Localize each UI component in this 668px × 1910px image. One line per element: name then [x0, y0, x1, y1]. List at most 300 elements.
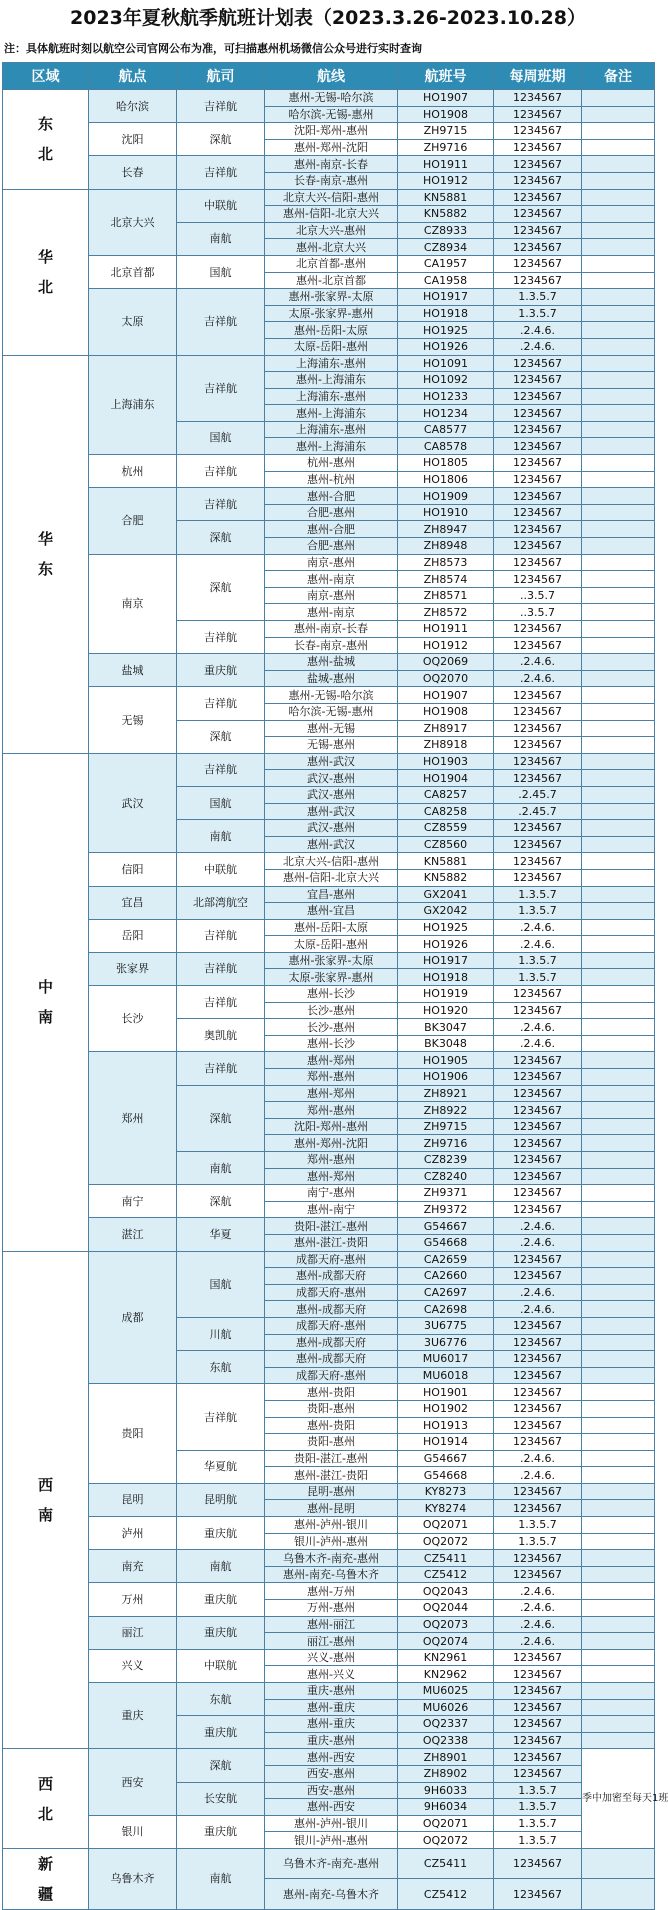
destination-cell: 岳阳: [89, 919, 177, 952]
route-cell: 北京大兴-信阳-惠州: [265, 853, 398, 870]
route-cell: 北京大兴-惠州: [265, 222, 398, 239]
flight-number-cell: HO1912: [398, 637, 494, 654]
region-cell: 西 北: [3, 1749, 89, 1849]
remark-cell: [582, 1533, 655, 1550]
remark-cell: [582, 1052, 655, 1069]
route-cell: 乌鲁木齐-南充-惠州: [265, 1848, 398, 1879]
remark-cell: [582, 123, 655, 140]
route-cell: 盐城-惠州: [265, 670, 398, 687]
remark-cell: [582, 703, 655, 720]
airline-cell: 重庆航: [177, 1583, 265, 1616]
weekly-schedule-cell: 1234567: [494, 189, 582, 206]
table-row: [3, 1251, 655, 1268]
route-cell: 昆明-惠州: [265, 1483, 398, 1500]
destination-cell: 太原: [89, 289, 177, 355]
flight-number-cell: HO1918: [398, 969, 494, 986]
weekly-schedule-cell: 1234567: [494, 820, 582, 837]
route-cell: 郑州-惠州: [265, 1069, 398, 1086]
weekly-schedule-cell: .2.4.6.: [494, 1600, 582, 1617]
weekly-schedule-cell: 1234567: [494, 1102, 582, 1119]
remark-cell: [582, 438, 655, 455]
route-cell: 贵阳-惠州: [265, 1400, 398, 1417]
airline-cell: 国航: [177, 1251, 265, 1317]
flight-number-cell: KY8274: [398, 1500, 494, 1517]
destination-cell: 银川: [89, 1815, 177, 1848]
remark-cell: [582, 1218, 655, 1235]
note-text: 注：具体航班时刻以航空公司官网公布为准，可扫描惠州机场微信公众号进行实时查询: [4, 42, 422, 55]
header-airline: 航司: [177, 63, 265, 90]
flight-number-cell: G54667: [398, 1218, 494, 1235]
remark-cell: [582, 1251, 655, 1268]
flight-number-cell: KY8273: [398, 1483, 494, 1500]
remark-cell: [582, 255, 655, 272]
flight-number-cell: CA1958: [398, 272, 494, 289]
weekly-schedule-cell: 1234567: [494, 1765, 582, 1782]
airline-cell: 国航: [177, 421, 265, 454]
airline-cell: 昆明航: [177, 1483, 265, 1516]
route-cell: 成都天府-惠州: [265, 1284, 398, 1301]
weekly-schedule-cell: .2.4.6.: [494, 1019, 582, 1036]
table-row: [3, 1218, 655, 1235]
destination-cell: 成都: [89, 1251, 177, 1384]
flight-number-cell: OQ2071: [398, 1517, 494, 1534]
route-cell: 惠州-兴义: [265, 1666, 398, 1683]
region-cell: 新 疆: [3, 1848, 89, 1909]
flight-number-cell: ZH9371: [398, 1185, 494, 1202]
destination-cell: 盐城: [89, 654, 177, 687]
flight-number-cell: HO1917: [398, 952, 494, 969]
flight-number-cell: HO1911: [398, 621, 494, 638]
flight-number-cell: GX2042: [398, 903, 494, 920]
flight-number-cell: CZ5411: [398, 1848, 494, 1879]
route-cell: 惠州-西安: [265, 1749, 398, 1766]
route-cell: 惠州-重庆: [265, 1699, 398, 1716]
airline-cell: 吉祥航: [177, 1052, 265, 1085]
airline-cell: 华夏航: [177, 1450, 265, 1483]
remark-cell: [582, 753, 655, 770]
airline-cell: 吉祥航: [177, 687, 265, 720]
weekly-schedule-cell: 1234567: [494, 1649, 582, 1666]
airline-cell: 吉祥航: [177, 621, 265, 654]
remark-cell: [582, 1035, 655, 1052]
remark-cell: [582, 820, 655, 837]
table-row: [3, 1483, 655, 1500]
remark-cell: [582, 1201, 655, 1218]
remark-cell: [582, 239, 655, 256]
airline-cell: 深航: [177, 1085, 265, 1151]
airline-cell: 吉祥航: [177, 455, 265, 488]
flight-number-cell: GX2041: [398, 886, 494, 903]
route-cell: 贵阳-湛江-惠州: [265, 1218, 398, 1235]
route-cell: 宜昌-惠州: [265, 886, 398, 903]
table-row: [3, 1550, 655, 1567]
flight-number-cell: 3U6775: [398, 1317, 494, 1334]
table-row: [3, 687, 655, 704]
flight-number-cell: G54667: [398, 1450, 494, 1467]
airline-cell: 川航: [177, 1317, 265, 1350]
route-cell: 惠州-成都天府: [265, 1301, 398, 1318]
remark-cell: [582, 338, 655, 355]
flight-number-cell: HO1919: [398, 986, 494, 1003]
weekly-schedule-cell: 1234567: [494, 1334, 582, 1351]
route-cell: 惠州-贵阳: [265, 1417, 398, 1434]
flight-number-cell: CZ5412: [398, 1879, 494, 1910]
table-row: [3, 919, 655, 936]
weekly-schedule-cell: 1234567: [494, 1268, 582, 1285]
weekly-schedule-cell: 1234567: [494, 770, 582, 787]
route-cell: 重庆-惠州: [265, 1683, 398, 1700]
route-cell: 惠州-上海浦东: [265, 438, 398, 455]
header-flight-number: 航班号: [398, 63, 494, 90]
route-cell: 惠州-万州: [265, 1583, 398, 1600]
weekly-schedule-cell: 1234567: [494, 703, 582, 720]
flight-number-cell: MU6018: [398, 1367, 494, 1384]
flight-number-cell: ZH9372: [398, 1201, 494, 1218]
flight-number-cell: HO1908: [398, 106, 494, 123]
weekly-schedule-cell: .2.4.6.: [494, 670, 582, 687]
remark-cell: [582, 1566, 655, 1583]
route-cell: 惠州-上海浦东: [265, 372, 398, 389]
remark-cell: [582, 1879, 655, 1910]
remark-cell: [582, 355, 655, 372]
flight-number-cell: HO1912: [398, 172, 494, 189]
destination-cell: 南京: [89, 554, 177, 654]
weekly-schedule-cell: 1234567: [494, 1002, 582, 1019]
region-cell: 东 北: [3, 90, 89, 190]
route-cell: 成都天府-惠州: [265, 1251, 398, 1268]
destination-cell: 上海浦东: [89, 355, 177, 455]
route-cell: 哈尔滨-无锡-惠州: [265, 106, 398, 123]
route-cell: 惠州-合肥: [265, 488, 398, 505]
flight-number-cell: HO1908: [398, 703, 494, 720]
flight-number-cell: OQ2069: [398, 654, 494, 671]
header-route: 航线: [265, 63, 398, 90]
route-cell: 惠州-泸州-银川: [265, 1517, 398, 1534]
flight-number-cell: OQ2073: [398, 1616, 494, 1633]
weekly-schedule-cell: .2.4.6.: [494, 338, 582, 355]
weekly-schedule-cell: .2.4.6.: [494, 1035, 582, 1052]
table-row: [3, 1848, 655, 1879]
destination-cell: 贵阳: [89, 1384, 177, 1484]
destination-cell: 兴义: [89, 1649, 177, 1682]
flight-number-cell: HO1917: [398, 289, 494, 306]
weekly-schedule-cell: .2.4.6.: [494, 1284, 582, 1301]
flight-number-cell: HO1925: [398, 322, 494, 339]
weekly-schedule-cell: .2.4.6.: [494, 1467, 582, 1484]
route-cell: 重庆-惠州: [265, 1732, 398, 1749]
weekly-schedule-cell: 1234567: [494, 637, 582, 654]
flight-number-cell: OQ2072: [398, 1832, 494, 1849]
flight-number-cell: CA8257: [398, 786, 494, 803]
remark-cell: [582, 1483, 655, 1500]
flight-number-cell: HO1091: [398, 355, 494, 372]
route-cell: 成都天府-惠州: [265, 1367, 398, 1384]
remark-cell: [582, 1002, 655, 1019]
flight-number-cell: BK3047: [398, 1019, 494, 1036]
airline-cell: 重庆航: [177, 1815, 265, 1848]
weekly-schedule-cell: .2.4.6.: [494, 1218, 582, 1235]
flight-number-cell: KN5881: [398, 853, 494, 870]
flight-number-cell: ZH8948: [398, 538, 494, 555]
weekly-schedule-cell: .2.4.6.: [494, 919, 582, 936]
weekly-schedule-cell: 1234567: [494, 1550, 582, 1567]
weekly-schedule-cell: .2.4.6.: [494, 1450, 582, 1467]
region-cell: 中 南: [3, 753, 89, 1251]
weekly-schedule-cell: .2.45.7: [494, 786, 582, 803]
route-cell: 贵阳-惠州: [265, 1434, 398, 1451]
remark-cell: [582, 538, 655, 555]
remark-cell: [582, 1234, 655, 1251]
weekly-schedule-cell: 1.3.5.7: [494, 305, 582, 322]
remark-cell: [582, 853, 655, 870]
destination-cell: 泸州: [89, 1517, 177, 1550]
route-cell: 贵阳-湛江-惠州: [265, 1450, 398, 1467]
table-row: [3, 853, 655, 870]
route-cell: 郑州-惠州: [265, 1152, 398, 1169]
airline-cell: 吉祥航: [177, 355, 265, 421]
route-cell: 太原-张家界-惠州: [265, 969, 398, 986]
route-cell: 无锡-惠州: [265, 737, 398, 754]
weekly-schedule-cell: 1234567: [494, 1716, 582, 1733]
airline-cell: 南航: [177, 1848, 265, 1909]
flight-number-cell: KN5882: [398, 869, 494, 886]
airline-cell: 吉祥航: [177, 1384, 265, 1450]
remark-cell: [582, 604, 655, 621]
airline-cell: 南航: [177, 820, 265, 853]
table-row: [3, 455, 655, 472]
route-cell: 北京大兴-信阳-惠州: [265, 189, 398, 206]
route-cell: 惠州-北京首都: [265, 272, 398, 289]
destination-cell: 南宁: [89, 1185, 177, 1218]
route-cell: 南京-惠州: [265, 587, 398, 604]
remark-cell: [582, 156, 655, 173]
route-cell: 乌鲁木齐-南充-惠州: [265, 1550, 398, 1567]
remark-cell: [582, 1450, 655, 1467]
route-cell: 惠州-张家界-太原: [265, 289, 398, 306]
remark-cell: [582, 869, 655, 886]
route-cell: 太原-岳阳-惠州: [265, 936, 398, 953]
route-cell: 银川-泸州-惠州: [265, 1533, 398, 1550]
route-cell: 惠州-西安: [265, 1799, 398, 1816]
route-cell: 惠州-张家界-太原: [265, 952, 398, 969]
route-cell: 惠州-杭州: [265, 471, 398, 488]
remark-cell: [582, 1185, 655, 1202]
table-row: [3, 986, 655, 1003]
destination-cell: 南充: [89, 1550, 177, 1583]
route-cell: 惠州-武汉: [265, 753, 398, 770]
remark-cell: [582, 637, 655, 654]
remark-cell: [582, 1732, 655, 1749]
route-cell: 南京-惠州: [265, 554, 398, 571]
airline-cell: 吉祥航: [177, 156, 265, 189]
table-row: [3, 189, 655, 206]
flight-number-cell: MU6017: [398, 1351, 494, 1368]
weekly-schedule-cell: 1234567: [494, 753, 582, 770]
weekly-schedule-cell: 1234567: [494, 1317, 582, 1334]
destination-cell: 无锡: [89, 687, 177, 753]
weekly-schedule-cell: .2.45.7: [494, 803, 582, 820]
table-row: [3, 1683, 655, 1700]
remark-cell: [582, 1683, 655, 1700]
table-row: [3, 1517, 655, 1534]
weekly-schedule-cell: .2.4.6.: [494, 1616, 582, 1633]
destination-cell: 武汉: [89, 753, 177, 853]
flight-number-cell: HO1913: [398, 1417, 494, 1434]
table-row: [3, 952, 655, 969]
flight-number-cell: HO1911: [398, 156, 494, 173]
route-cell: 长沙-惠州: [265, 1019, 398, 1036]
route-cell: 惠州-无锡: [265, 720, 398, 737]
flight-number-cell: HO1926: [398, 338, 494, 355]
flight-number-cell: ZH8922: [398, 1102, 494, 1119]
route-cell: 惠州-郑州-沈阳: [265, 139, 398, 156]
flight-number-cell: KN2961: [398, 1649, 494, 1666]
route-cell: 惠州-成都天府: [265, 1351, 398, 1368]
weekly-schedule-cell: .2.4.6.: [494, 1583, 582, 1600]
flight-number-cell: ZH8917: [398, 720, 494, 737]
flight-number-cell: HO1904: [398, 770, 494, 787]
flight-number-cell: CA2660: [398, 1268, 494, 1285]
remark-cell: [582, 936, 655, 953]
route-cell: 杭州-惠州: [265, 455, 398, 472]
flight-number-cell: BK3048: [398, 1035, 494, 1052]
route-cell: 惠州-南宁: [265, 1201, 398, 1218]
route-cell: 惠州-郑州: [265, 1052, 398, 1069]
flight-number-cell: CA8577: [398, 421, 494, 438]
flight-number-cell: HO1806: [398, 471, 494, 488]
destination-cell: 北京首都: [89, 255, 177, 288]
table-row: [3, 1052, 655, 1069]
destination-cell: 湛江: [89, 1218, 177, 1251]
airline-cell: 中联航: [177, 853, 265, 886]
table-row: [3, 1384, 655, 1401]
flight-number-cell: CA2697: [398, 1284, 494, 1301]
remark-cell: [582, 1152, 655, 1169]
route-cell: 沈阳-郑州-惠州: [265, 123, 398, 140]
remark-cell: [582, 272, 655, 289]
route-cell: 惠州-南充-乌鲁木齐: [265, 1566, 398, 1583]
flight-number-cell: HO1907: [398, 687, 494, 704]
flight-number-cell: HO1234: [398, 405, 494, 422]
route-cell: 惠州-南京-长春: [265, 621, 398, 638]
route-cell: 惠州-贵阳: [265, 1384, 398, 1401]
flight-number-cell: HO1914: [398, 1434, 494, 1451]
airline-cell: 吉祥航: [177, 753, 265, 786]
remark-cell: [582, 587, 655, 604]
table-row: [3, 1815, 655, 1832]
flight-number-cell: HO1233: [398, 388, 494, 405]
destination-cell: 丽江: [89, 1616, 177, 1649]
remark-cell: [582, 1666, 655, 1683]
route-cell: 惠州-湛江-贵阳: [265, 1467, 398, 1484]
airline-cell: 奥凯航: [177, 1019, 265, 1052]
flight-number-cell: KN5882: [398, 206, 494, 223]
flight-number-cell: HO1903: [398, 753, 494, 770]
route-cell: 武汉-惠州: [265, 820, 398, 837]
remark-cell: [582, 1649, 655, 1666]
airline-cell: 长安航: [177, 1782, 265, 1815]
remark-cell: [582, 1467, 655, 1484]
destination-cell: 郑州: [89, 1052, 177, 1185]
airline-cell: 国航: [177, 786, 265, 819]
remark-cell: [582, 90, 655, 107]
weekly-schedule-cell: 1234567: [494, 106, 582, 123]
header-destination: 航点: [89, 63, 177, 90]
table-row: [3, 753, 655, 770]
remark-cell: [582, 1699, 655, 1716]
weekly-schedule-cell: 1234567: [494, 1434, 582, 1451]
weekly-schedule-cell: 1234567: [494, 471, 582, 488]
airline-cell: 深航: [177, 554, 265, 620]
airline-cell: 吉祥航: [177, 488, 265, 521]
airline-cell: 南航: [177, 222, 265, 255]
flight-number-cell: ZH9715: [398, 1118, 494, 1135]
flight-number-cell: CZ8934: [398, 239, 494, 256]
remark-cell: [582, 919, 655, 936]
weekly-schedule-cell: .2.4.6.: [494, 1234, 582, 1251]
weekly-schedule-cell: 1234567: [494, 355, 582, 372]
route-cell: 惠州-岳阳-太原: [265, 919, 398, 936]
weekly-schedule-cell: .2.4.6.: [494, 936, 582, 953]
table-row: [3, 1583, 655, 1600]
route-cell: 北京首都-惠州: [265, 255, 398, 272]
weekly-schedule-cell: 1234567: [494, 421, 582, 438]
destination-cell: 合肥: [89, 488, 177, 554]
flight-number-cell: ZH8573: [398, 554, 494, 571]
weekly-schedule-cell: 1.3.5.7: [494, 886, 582, 903]
weekly-schedule-cell: ..3.5.7: [494, 587, 582, 604]
weekly-schedule-cell: 1.3.5.7: [494, 952, 582, 969]
remark-cell: [582, 1301, 655, 1318]
remark-cell: [582, 986, 655, 1003]
route-cell: 成都天府-惠州: [265, 1317, 398, 1334]
flight-number-cell: CA2698: [398, 1301, 494, 1318]
weekly-schedule-cell: 1234567: [494, 1168, 582, 1185]
route-cell: 惠州-南京: [265, 604, 398, 621]
page-title: 2023年夏秋航季航班计划表（2023.3.26-2023.10.28）: [70, 7, 586, 29]
remark-cell: [582, 1384, 655, 1401]
weekly-schedule-cell: 1234567: [494, 1085, 582, 1102]
weekly-schedule-cell: 1234567: [494, 388, 582, 405]
region-cell: 西 南: [3, 1251, 89, 1749]
route-cell: 武汉-惠州: [265, 786, 398, 803]
flight-number-cell: OQ2071: [398, 1815, 494, 1832]
flight-number-cell: CA1957: [398, 255, 494, 272]
flight-number-cell: HO1925: [398, 919, 494, 936]
flight-number-cell: HO1905: [398, 1052, 494, 1069]
destination-cell: 张家界: [89, 952, 177, 985]
weekly-schedule-cell: 1.3.5.7: [494, 1832, 582, 1849]
table-row: [3, 255, 655, 272]
flight-number-cell: KN5881: [398, 189, 494, 206]
weekly-schedule-cell: 1234567: [494, 1118, 582, 1135]
flight-number-cell: MU6026: [398, 1699, 494, 1716]
destination-cell: 沈阳: [89, 123, 177, 156]
remark-cell: [582, 322, 655, 339]
remark-cell: [582, 1550, 655, 1567]
region-cell: 华 北: [3, 189, 89, 355]
destination-cell: 哈尔滨: [89, 90, 177, 123]
airline-cell: 东航: [177, 1351, 265, 1384]
flight-number-cell: CZ8933: [398, 222, 494, 239]
remark-cell: [582, 571, 655, 588]
weekly-schedule-cell: 1234567: [494, 571, 582, 588]
weekly-schedule-cell: 1234567: [494, 1135, 582, 1152]
table-row: [3, 1616, 655, 1633]
table-row: [3, 1185, 655, 1202]
flight-number-cell: ZH8921: [398, 1085, 494, 1102]
weekly-schedule-cell: 1.3.5.7: [494, 1815, 582, 1832]
